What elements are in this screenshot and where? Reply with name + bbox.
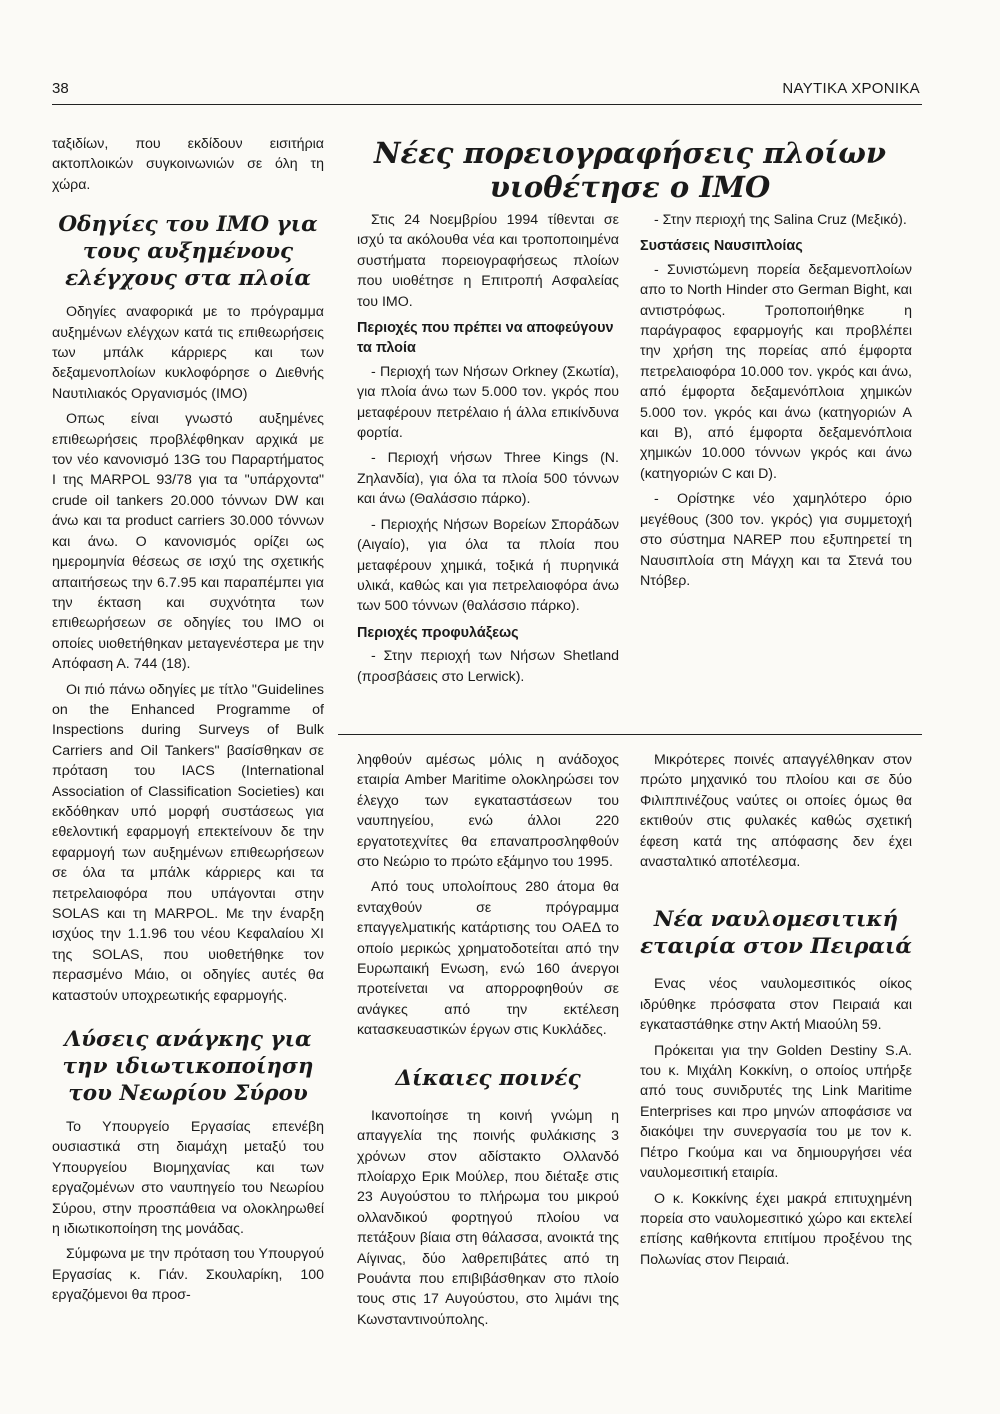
main-article-column-2: [640, 210, 912, 596]
list-item: - Ορίστηκε νέο χαμηλότερο όριο μεγέθους (300 τον. γκρός) για συμμετοχή στο σύστημα NAREP που εξυπηρετεί τη Ναυσιπλοία στη Μάγχη και τα Στενά του Ντόβερ.: [640, 491, 912, 589]
section-title-avoid-areas: Περιοχές που πρέπει να αποφεύγουν τα πλοία: [357, 320, 614, 357]
list-item: - Στην περιοχή των Νήσων Shetland (προσβάσεις στο Lerwick).: [357, 648, 619, 685]
article-intro: Στις 24 Νοεμβρίου 1994 τίθενται σε ισχύ τα ακόλουθα νέα και τροποποιημένα συστήματα πορειογραφήσεως πλοίων που υιοθέτησε η Επιτροπή Ασφαλείας του ΙΜΟ.: [357, 212, 619, 310]
section-title-navigation-recommendations: Συστάσεις Ναυσιπλοίας: [640, 238, 803, 255]
article-paragraph: Ενας νέος ναυλομεσιτικός οίκος ιδρύθηκε πρόσφατα στον Πειραιά και εγκαταστάθηκε στην Ακτή Μιαούλη 59.: [640, 976, 912, 1034]
page-number: 38: [52, 80, 69, 97]
continuation-text: ταξιδίων, που εκδίδουν εισιτήρια ακτοπλοικών συγκοινωνιών σε όλη τη χώρα.: [52, 136, 324, 193]
middle-bottom-column: [357, 750, 619, 1335]
article-paragraph: Πρόκειται για την Golden Destiny S.A. του κ. Μιχάλη Κοκκίνη, ο οποίος υπήρξε από τους συνιδρυτές της Link Maritime Enterprises και προ μηνών αποφάσισε να διακόψει την συνεργασία του με τον κ. Πέτρο Γκούμα και να δημιουργήσει νέα ναυλομεσιτική εταιρία.: [640, 1042, 912, 1182]
right-bottom-column: [640, 750, 912, 1275]
article-paragraph: Το Υπουργείο Εργασίας επενέβη ουσιαστικά στη διαμάχη μεταξύ του Υπουργείου Βιομηχανίας και των εργαζομένων στο ναυπηγείο του Νεωρίου Σύρου, στην προσπάθεια να ολοκληρωθεί η ιδιωτικοποίηση της μονάδας.: [52, 1119, 324, 1238]
article-title-imo-guidelines: Οδηγίες του ΙΜΟ για τους αυξημένους ελέγχους στα πλοία: [58, 212, 318, 292]
list-item: - Περιοχή νήσων Three Kings (Ν. Ζηλανδία), για όλα τα πλοία 500 τόννων και άνω (Θαλάσσιο πάρκο).: [357, 450, 619, 508]
article-paragraph: Οπως είναι γνωστό αυξημένες επιθεωρήσεις προβλέφθηκαν αρχικά με τον νέο κανονισμό 13G του Παραρτήματος Ι της MARPOL 93/78 για τα "υπάρχοντα" crude oil tankers 20.000 τόννων DW και άνω και τα product carriers 30.000 τόννων και άνω. Ο κανονισμός ορίζει ως ημερομηνία θέσεως σε ισχύ της σχετικής απαιτήσεως την 6.7.95 και παραπέμπει για την έκταση και συχνότητα των επιθεωρήσεων σε οδηγίες του ΙΜΟ οι οποίες υιοθετήθηκαν μεταγενέστερα με την Απόφαση Α. 744 (18).: [52, 411, 324, 673]
article-paragraph: Ο κ. Κοκκίνης έχει μακρά επιτυχημένη πορεία στο ναυλομεσιτικό χώρο και εκτελεί επίσης καθήκοντα επιτίμου προξένου της Πολωνίας στον Πειραιά.: [640, 1190, 912, 1268]
main-article-column-1: [357, 210, 619, 692]
article-paragraph: ληφθούν αμέσως μόλις η ανάδοχος εταιρία Amber Maritime ολοκληρώσει τον έλεγχο των εγκαταστάσεων του ναυπηγείου, ενώ άλλοι 220 εργατοτεχνίτες θα επαναπροσληφθούν στο Νεώριο το πρώτο εξάμηνο του 1995.: [357, 752, 619, 871]
article-title-syros-shipyard: Λύσεις ανάγκης για την ιδιωτικοποίηση του Νεωρίου Σύρου: [62, 1027, 314, 1107]
article-paragraph: Οι πιό πάνω οδηγίες με τίτλο "Guidelines on the Enhanced Programme of Inspections during Surveys of Bulk Carriers and Oil Tankers" βασίσθηκαν σε πρόταση του IACS (International Association of Classification Societies) και εκδόθηκαν υπό μορφή συστάσεως για εθελοντική εφαρμογή επεκτείνουν δε την εφαρμογή των αυξημένων επιθεωρήσεων σε όλα τα μπάλκ κάρριερς και τα πετρελαιοφόρα που υπάγονται στην SOLAS και τη MARPOL. Με την έναρξη ισχύος την 1.1.96 του νέου Κεφαλαίου ΧΙ της SOLAS, που υιοθετήθηκε τον περασμένο Μάιο, οι οδηγίες αυτές θα καταστούν υποχρεωτικής εφαρμογής.: [52, 681, 324, 1004]
list-item: - Περιοχή των Νήσων Orkney (Σκωτία), για πλοία άνω των 5.000 τον. γκρός που μεταφέρουν πετρέλαιο ή άλλα επικίνδυνα φορτία.: [357, 363, 619, 442]
section-title-precaution-areas: Περιοχές προφυλάξεως: [357, 624, 519, 641]
article-paragraph: Ικανοποίησε τη κοινή γνώμη η απαγγελία της ποινής φυλάκισης 3 χρόνων στον αδίστακτο Ολλανδό πλοίαρχο Ερικ Μούλερ, που διέταξε στις 23 Αυγούστου το πλήρωμα του μικρού ολλανδικού φορτηγού πλοίου να πετάξουν βίαια στη θάλασσα, ανοικτά της Αίγινας, δύο λαθρεπιβάτες από τη Ρουάντα που επιβιβάσθηκαν στο πλοίο τους στις 17 Αυγούστου, στο λιμάνι της Κωνσταντινούπολης.: [357, 1107, 619, 1328]
article-title-new-brokerage: Νέα ναυλομεσιτική εταιρία στον Πειραιά: [640, 907, 912, 960]
continuation-text: Μικρότερες ποινές απαγγέλθηκαν στον πρώτο μηχανικό του πλοίου και σε δύο Φιλιππινέζους ναύτες οι οποίες όμως θα εκτιθούν στις φυλακές καθώς σχετική έφεση κατά της απόφασης δεν έχει ανασταλτικό αποτέλεσμα.: [640, 752, 912, 871]
main-article-title: Νέες πορειογραφήσεις πλοίων υιοθέτησε ο ΙΜΟ: [374, 136, 886, 204]
section-divider: [338, 734, 922, 735]
article-title-fair-sentences: Δίκαιες ποινές: [395, 1065, 581, 1091]
article-paragraph: Σύμφωνα με την πρόταση του Υπουργού Εργασίας κ. Γιάν. Σκουλαρίκη, 100 εργαζόμενοι θα προσ-: [52, 1246, 324, 1304]
article-paragraph: Από τους υπολοίπους 280 άτομα θα ενταχθούν σε πρόγραμμα επαγγελματικής κατάρτισης του ΟΑΕΔ το οποίο μερικώς χρηματοδοτείται από την Ευρωπαική Ενωση, ενώ 160 άνεργοι προτείνεται να απορροφηθούν σε ανάγκες από την εκτέλεση κατασκευαστικών έργων στις Κυκλάδες.: [357, 879, 619, 1039]
list-item: - Συνιστώμενη πορεία δεξαμενοπλοίων απο το North Hinder στο German Bight, και αντιστρόφως. Τροποποιήθηκε η παράγραφος εφαρμογής και προβλέπει την χρήση της πορείας από έμφορτα πετρελαιοφόρα 10.000 τον. γκρός και άνω, από έμφορτα δεξαμενόπλοια χημικών 5.000 τον. γκρός και άνω (κατηγοριών Α και Β), από έμφορτα δεξαμενόπλοια χημικών 10.000 τόννων γκρός και άνω (κατηγοριών C και D).: [640, 261, 912, 482]
left-column: [52, 134, 324, 1311]
journal-title: ΝΑΥΤΙΚΑ ΧΡΟΝΙΚΑ: [782, 80, 920, 97]
header-rule: [52, 104, 922, 105]
list-item: - Περιοχής Νήσων Βορείων Σποράδων (Αιγαίο), για όλα τα πλοία που μεταφέρουν χημικά, τοξικά ή πυρηνικά υλικά, καθώς και για πετρελαιοφόρα άνω των 500 τόννων (θαλάσσιο πάρκο).: [357, 516, 619, 615]
article-paragraph: Οδηγίες αναφορικά με το πρόγραμμα αυξημένων ελέγχων κατά τις επιθεωρήσεις των μπάλκ κάρριερς και των δεξαμενοπλοίων κυκλοφόρησε ο Διεθνής Ναυτιλιακός Οργανισμός (ΙΜΟ): [52, 304, 324, 402]
list-item: - Στην περιοχή της Salina Cruz (Μεξικό).: [654, 212, 907, 228]
